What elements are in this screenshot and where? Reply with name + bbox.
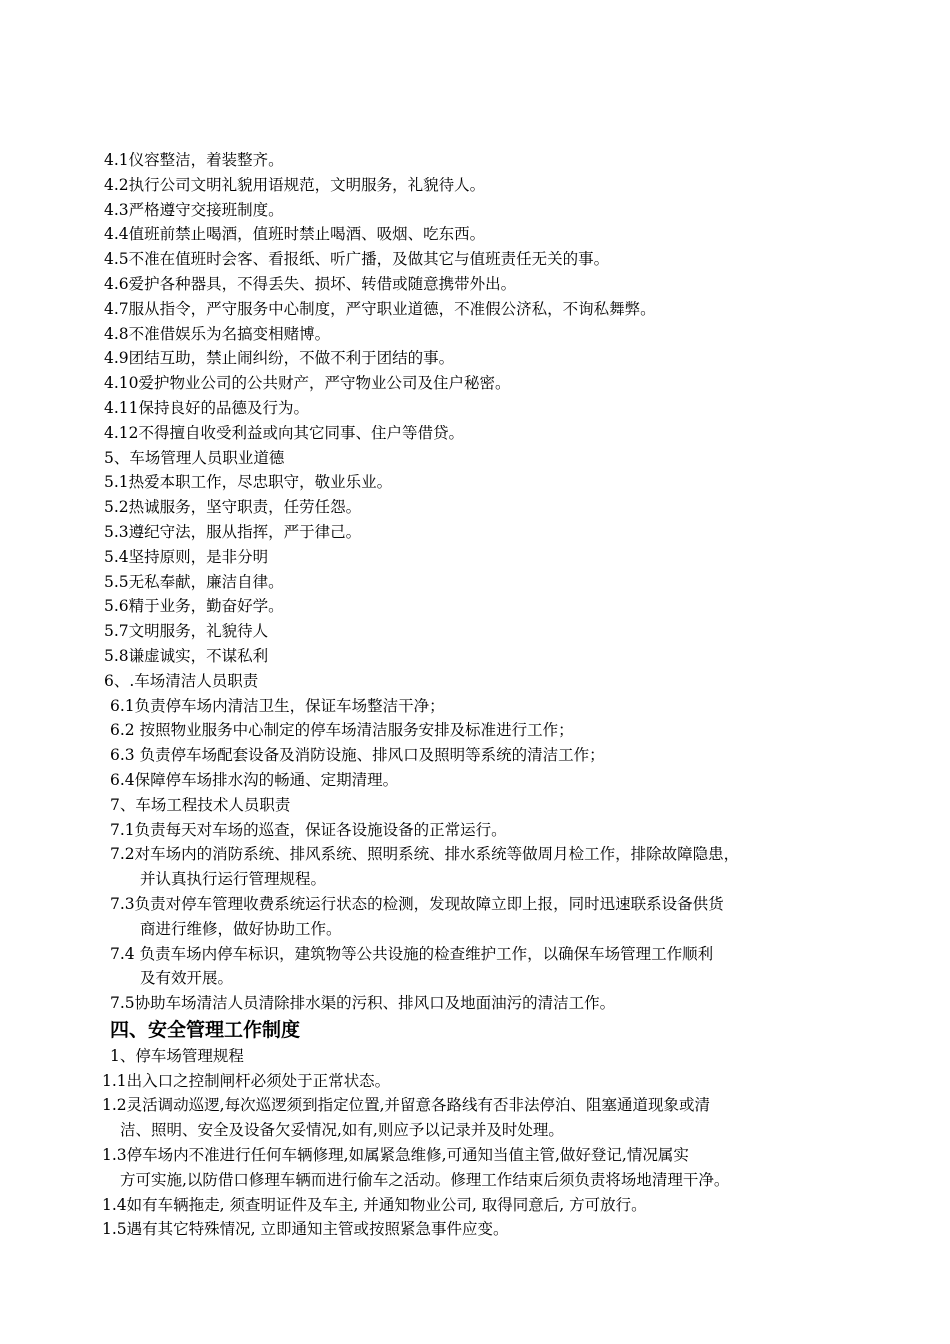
text-line: 5.7文明服务，礼貌待人 <box>104 622 269 641</box>
text-line: 4.2执行公司文明礼貌用语规范，文明服务，礼貌待人。 <box>104 175 486 194</box>
text-line: 5.2热诚服务，坚守职责，任劳任怨。 <box>104 498 362 517</box>
duty-list <box>0 148 950 1016</box>
text-line: 6.3 负责停车场配套设备及消防设施、排风口及照明等系统的清洁工作； <box>110 746 605 765</box>
safety-rules-list <box>0 1044 950 1242</box>
text-line: 4.3严格遵守交接班制度。 <box>104 200 284 219</box>
text-line: 及有效开展。 <box>140 969 234 988</box>
text-line: 4.9团结互助，禁止闹纠纷，不做不利于团结的事。 <box>104 349 455 368</box>
text-line: 7.3负责对停车管理收费系统运行状态的检测，发现故障立即上报，同时迅速联系设备供货 <box>110 894 724 913</box>
text-line: 6.1负责停车场内清洁卫生，保证车场整洁干净； <box>110 696 445 715</box>
text-line: 4.7服从指令，严守服务中心制度，严守职业道德，不准假公济私，不询私舞弊。 <box>104 299 656 318</box>
text-line: 1.2灵活调动巡逻,每次巡逻须到指定位置,并留意各路线有否非法停泊、阻塞通道现象或清 <box>102 1096 711 1115</box>
text-line: 4.12不得擅自收受利益或向其它同事、住户等借贷。 <box>104 423 465 442</box>
text-line: 7、车场工程技术人员职责 <box>110 795 291 814</box>
text-line: 5.5无私奉献，廉洁自律。 <box>104 572 284 591</box>
text-line: 1.3停车场内不准进行任何车辆修理,如属紧急维修,可通知当值主管,做好登记,情况属实 <box>102 1146 689 1165</box>
text-line: 7.5协助车场清洁人员清除排水渠的污积、排风口及地面油污的清洁工作。 <box>110 994 616 1013</box>
text-line: 7.4 负责车场内停车标识，建筑物等公共设施的检查维护工作，以确保车场管理工作顺利 <box>110 944 714 963</box>
text-line: 7.1负责每天对车场的巡查，保证各设施设备的正常运行。 <box>110 820 507 839</box>
text-line: 1.5遇有其它特殊情况, 立即通知主管或按照紧急事件应变。 <box>102 1220 509 1239</box>
text-line: 1.1出入口之控制闸杆必须处于正常状态。 <box>102 1071 391 1090</box>
text-line: 方可实施,以防借口修理车辆而进行偷车之活动。修理工作结束后须负责将场地清理干净。 <box>120 1170 730 1189</box>
section-heading: 四、安全管理工作制度 <box>110 1018 301 1041</box>
text-line: 4.10爱护物业公司的公共财产，严守物业公司及住户秘密。 <box>104 374 511 393</box>
text-line: 5、车场管理人员职业道德 <box>104 448 285 467</box>
text-line: 并认真执行运行管理规程。 <box>140 870 327 889</box>
text-line: 4.5不准在值班时会客、看报纸、听广播，及做其它与值班责任无关的事。 <box>104 250 610 269</box>
text-line: 4.6爱护各种器具，不得丢失、损坏、转借或随意携带外出。 <box>104 274 517 293</box>
text-line: 商进行维修，做好协助工作。 <box>140 919 342 938</box>
text-line: 6.4保障停车场排水沟的畅通、定期清理。 <box>110 770 399 789</box>
text-line: 5.1热爱本职工作，尽忠职守，敬业乐业。 <box>104 473 393 492</box>
text-line: 5.3遵纪守法，服从指挥，严于律己。 <box>104 522 362 541</box>
text-line: 洁、照明、安全及设备欠妥情况,如有,则应予以记录并及时处理。 <box>120 1121 564 1140</box>
text-line: 1、停车场管理规程 <box>110 1046 244 1065</box>
text-line: 5.8谦虚诚实，不谋私利 <box>104 646 269 665</box>
text-line: 4.1仪容整洁，着装整齐。 <box>104 151 284 169</box>
text-line: 5.4坚持原则，是非分明 <box>104 547 269 566</box>
text-line: 5.6精于业务，勤奋好学。 <box>104 597 284 616</box>
text-line: 6.2 按照物业服务中心制定的停车场清洁服务安排及标准进行工作； <box>110 721 574 740</box>
document-body <box>0 148 950 1242</box>
text-line: 4.11保持良好的品德及行为。 <box>104 398 310 417</box>
text-line: 6、.车场清洁人员职责 <box>104 671 259 690</box>
text-line: 4.8不准借娱乐为名搞变相赌博。 <box>104 324 331 343</box>
text-line: 7.2对车场内的消防系统、排风系统、照明系统、排水系统等做周月检工作，排除故障隐患， <box>110 845 740 864</box>
text-line: 1.4如有车辆拖走, 须查明证件及车主, 并通知物业公司, 取得同意后, 方可放行。 <box>102 1195 647 1214</box>
text-line: 4.4值班前禁止喝酒，值班时禁止喝酒、吸烟、吃东西。 <box>104 225 486 244</box>
